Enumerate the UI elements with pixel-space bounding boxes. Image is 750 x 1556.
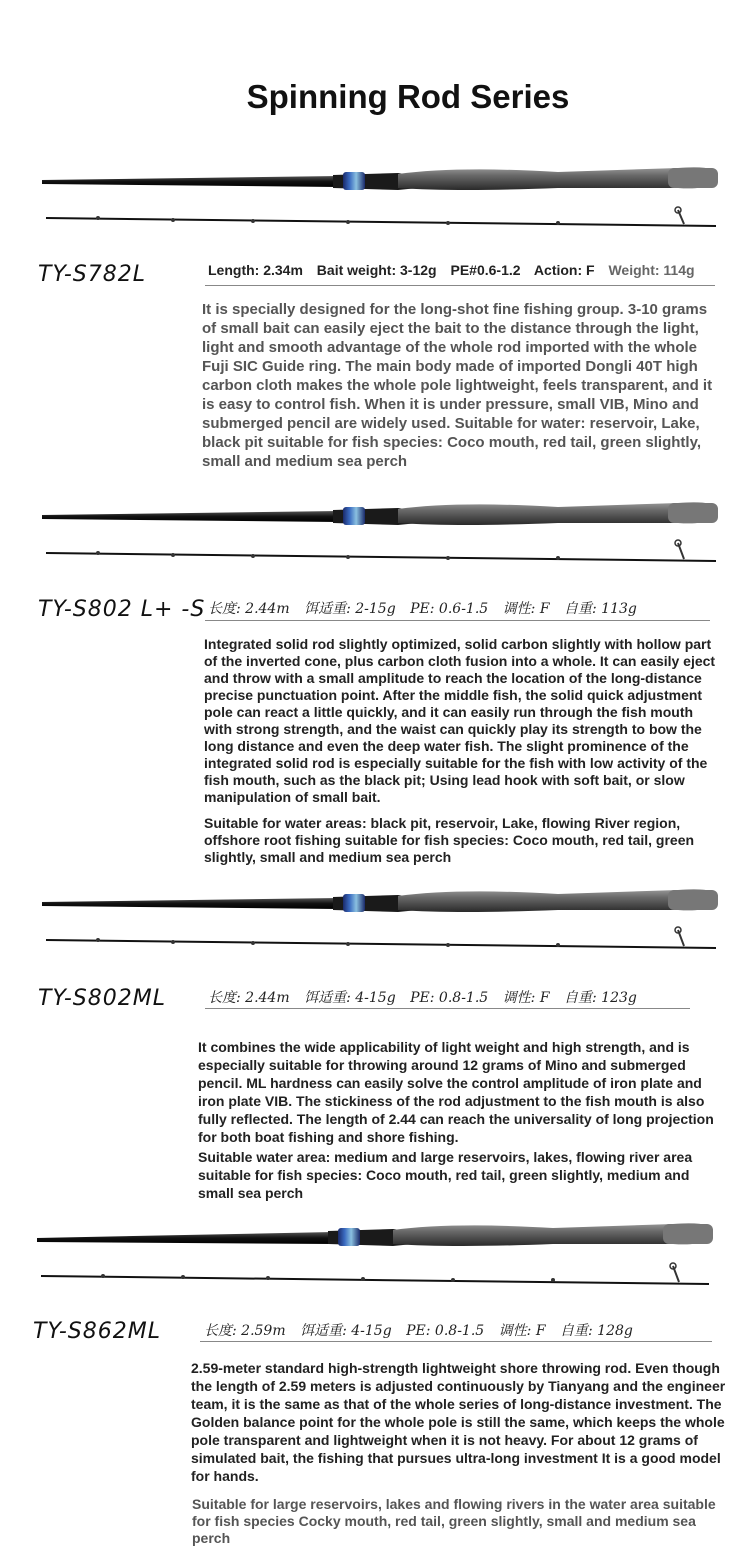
- product-specs: [208, 262, 705, 278]
- spec-pe: PE#0.6-1.2: [450, 262, 521, 278]
- product-model: TY-S802ML: [38, 986, 166, 1011]
- spec-pe: PE: 0.6-1.5: [410, 601, 489, 617]
- product-model: TY-S862ML: [33, 1319, 161, 1344]
- spec-pe: PE: 0.8-1.5: [406, 1323, 485, 1339]
- product-suitability: Suitable for water areas: black pit, reservoir, Lake, flowing River region, offshore root fishing suitable for fish species: Coco mouth, red tail, green slightly, small and medium sea perch: [204, 815, 695, 865]
- product-model: TY-S782L: [38, 262, 146, 287]
- product-description: Integrated solid rod slightly optimized, solid carbon slightly with hollow part of the inverted cone, plus carbon cloth fusion into a whole. It can easily eject and throw with a small amplitude to reach the location of the long-distance precise punctuation point. After the middle fish, the solid quick adjustment pole can react a little quickly, and it can easily run through the fish mouth with strong strength, and the waist can quickly play its strength to bow the long distance and even the deep water fish. The slight prominence of the integrated solid rod is especially suitable for the fish with low activity of the fish mouth, such as the black pit; Using lead hook with soft bait, or slow manipulation of small bait.: [204, 636, 716, 805]
- spec-length: 长度: 2.59m: [204, 1323, 286, 1339]
- spec-action: 调性: F: [502, 990, 550, 1006]
- spec-length: 长度: 2.44m: [208, 601, 290, 617]
- spec-length: 长度: 2.44m: [208, 990, 290, 1006]
- spec-bait-weight: 饵适重: 4-15g: [300, 1323, 392, 1339]
- divider: [205, 620, 710, 621]
- spec-bait-weight: 饵适重: 4-15g: [304, 990, 396, 1006]
- divider: [200, 1341, 712, 1342]
- spec-weight: 自重: 123g: [564, 990, 637, 1006]
- spec-weight: 自重: 113g: [564, 601, 637, 617]
- spec-length: Length: 2.34m: [208, 262, 303, 278]
- product-description: It combines the wide applicability of light weight and high strength, and is especially suitable for throwing around 12 grams of Mino and submerged pencil. ML hardness can easily solve the control amplitude of iron plate and iron plate VIB. The stickiness of the rod adjustment to the fish mouth is also fully reflected. The length of 2.44 can reach the universality of long projection for both boat fishing and shore fishing.: [198, 1039, 714, 1145]
- divider: [205, 1008, 690, 1009]
- spec-action: 调性: F: [498, 1323, 546, 1339]
- spec-weight: Weight: 114g: [608, 262, 695, 278]
- rod-image: [38, 160, 728, 235]
- spec-action: 调性: F: [502, 601, 550, 617]
- rod-image: [33, 1214, 723, 1289]
- spec-weight: 自重: 128g: [560, 1323, 633, 1339]
- rod-image: [38, 882, 728, 957]
- product-model: TY-S802 L+ -S: [38, 597, 206, 622]
- product-specs: [204, 1320, 643, 1340]
- product-description: It is specially designed for the long-shot fine fishing group. 3-10 grams of small bait can easily eject the bait to the distance through the light, light and smooth advantage of the whole rod imported with the whole Fuji SIC Guide ring. The main body made of imported Dongli 40T high carbon cloth makes the whole pole lightweight, feels transparent, and it is easy to control fish. When it is under pressure, small VIB, Mino and submerged pencil are widely used. Suitable for water: reservoir, Lake, black pit suitable for fish species: Coco mouth, red tail, green slightly, small and medium sea perch: [202, 301, 713, 470]
- spec-action: Action: F: [533, 262, 595, 278]
- spec-bait-weight: Bait weight: 3-12g: [316, 262, 437, 278]
- spec-pe: PE: 0.8-1.5: [410, 990, 489, 1006]
- page-title: Spinning Rod Series: [246, 78, 570, 115]
- product-suitability: Suitable water area: medium and large reservoirs, lakes, flowing river area suitable for fish species: Coco mouth, red tail, green slightly, medium and small sea perch: [198, 1149, 693, 1201]
- rod-image: [38, 495, 728, 570]
- product-suitability: Suitable for large reservoirs, lakes and flowing rivers in the water area suitable for fish species Cocky mouth, red tail, green slightly, small and medium sea perch: [192, 1496, 716, 1546]
- product-description: 2.59-meter standard high-strength lightweight shore throwing rod. Even though the length of 2.59 meters is adjusted continuously by Tianyang and the engineer team, it is the same as that of the whole series of long-distance investment. The Golden balance point for the whole pole is still the same, which keeps the whole pole transparent and lightweight when it is not heavy. For about 12 grams of simulated bait, the fishing that pursues ultra-long investment It is a good model for hands.: [191, 1360, 726, 1484]
- product-specs: [208, 987, 647, 1007]
- product-specs: [208, 598, 647, 618]
- spec-bait-weight: 饵适重: 2-15g: [304, 601, 396, 617]
- divider: [205, 285, 715, 286]
